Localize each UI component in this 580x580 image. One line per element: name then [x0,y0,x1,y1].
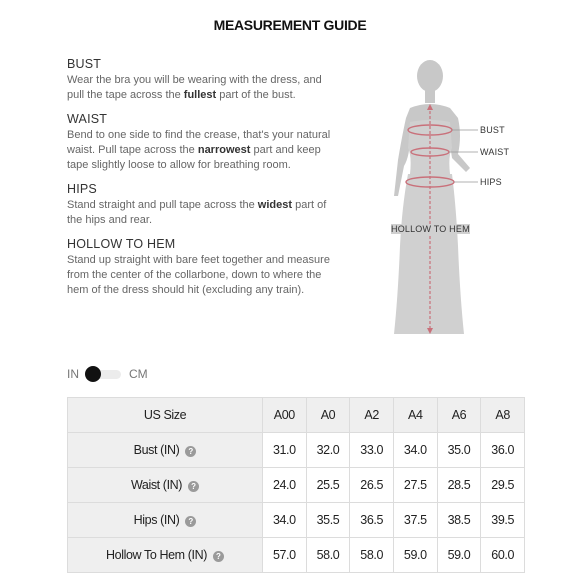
section-heading: HIPS [67,182,97,196]
size-header: A00 [263,398,307,433]
table-cell: 38.5 [437,503,481,538]
size-header: A6 [437,398,481,433]
text-emphasis: narrowest [197,144,251,156]
size-header: A0 [306,398,350,433]
row-label-text: Hips (IN) [133,513,180,527]
table-cell: 39.5 [481,503,525,538]
unit-label-in[interactable]: IN [67,367,79,381]
table-cell: 33.0 [350,433,394,468]
size-chart-table [67,397,525,573]
figure-label-hollow-to-hem: HOLLOW TO HEM [391,224,470,234]
table-cell: 37.5 [393,503,437,538]
unit-switch[interactable] [85,366,121,382]
table-cell: 60.0 [481,538,525,573]
size-header: A8 [481,398,525,433]
table-cell: 25.5 [306,468,350,503]
unit-toggle[interactable] [67,366,148,382]
section-heading: BUST [67,57,102,71]
dress-silhouette-image [380,56,520,341]
row-label-text: Hollow To Hem (IN) [106,548,207,562]
section-bust [67,57,337,103]
text-run: Bend to one side to find the crease, that's your natural waist. Pull tape across the [67,129,331,156]
table-cell: 32.0 [306,433,350,468]
section-text [67,128,337,173]
text-run: Stand straight and pull tape across the [67,199,258,211]
section-waist [67,112,337,173]
table-cell: 57.0 [263,538,307,573]
size-header: A2 [350,398,394,433]
dress-figure-illustration [380,56,520,341]
table-cell: 29.5 [481,468,525,503]
row-label [68,538,263,573]
question-circle-icon[interactable]: ? [185,516,196,527]
figure-label-hips: HIPS [480,177,502,187]
section-hips [67,182,337,228]
figure-label-bust: BUST [480,125,505,135]
figure-label-waist: WAIST [480,147,510,157]
section-text [67,253,337,298]
table-cell: 59.0 [393,538,437,573]
table-cell: 34.0 [263,503,307,538]
switch-knob[interactable] [85,366,101,382]
table-header-row [68,398,525,433]
row-label [68,503,263,538]
text-run: part and keep tape slightly loose to allow for breathing room. [67,144,321,171]
text-run: part of the bust. [216,89,296,101]
skirt-shape [394,174,464,334]
row-label-text: Waist (IN) [130,478,183,492]
neck-shape [425,89,435,103]
section-text [67,198,337,228]
question-circle-icon[interactable]: ? [188,481,199,492]
unit-label-cm[interactable]: CM [129,367,148,381]
table-cell: 28.5 [437,468,481,503]
table-cell: 35.0 [437,433,481,468]
text-run: part of the hips and rear. [67,199,327,226]
table-cell: 58.0 [350,538,394,573]
table-cell: 36.5 [350,503,394,538]
text-emphasis: fullest [183,89,217,101]
table-cell: 34.0 [393,433,437,468]
section-heading: WAIST [67,112,108,126]
row-label-text: Bust (IN) [133,443,180,457]
row-label [68,468,263,503]
text-run: Stand up straight with bare feet together and measure from the center of the collarbone, down to where the hem of the dress should hit (excluding any train). [67,254,330,296]
table-cell: 35.5 [306,503,350,538]
page-title: MEASUREMENT GUIDE [213,17,367,33]
text-emphasis: widest [257,199,293,211]
row-label [68,433,263,468]
text-run: Wear the bra you will be wearing with the dress, and pull the tape across the [67,74,322,101]
table-row [68,503,525,538]
table-row [68,433,525,468]
measurement-instructions [67,57,337,307]
table-cell: 59.0 [437,538,481,573]
table-cell: 58.0 [306,538,350,573]
section-text [67,73,337,103]
table-row [68,468,525,503]
table-row [68,538,525,573]
question-circle-icon[interactable]: ? [185,446,196,457]
section-heading: HOLLOW TO HEM [67,237,176,251]
table-cell: 26.5 [350,468,394,503]
head-shape [417,60,443,92]
header-us-size: US Size [68,398,263,433]
size-header: A4 [393,398,437,433]
table-cell: 31.0 [263,433,307,468]
section-hollow-to-hem [67,237,337,298]
table-cell: 27.5 [393,468,437,503]
question-circle-icon[interactable]: ? [213,551,224,562]
table-cell: 36.0 [481,433,525,468]
table-cell: 24.0 [263,468,307,503]
